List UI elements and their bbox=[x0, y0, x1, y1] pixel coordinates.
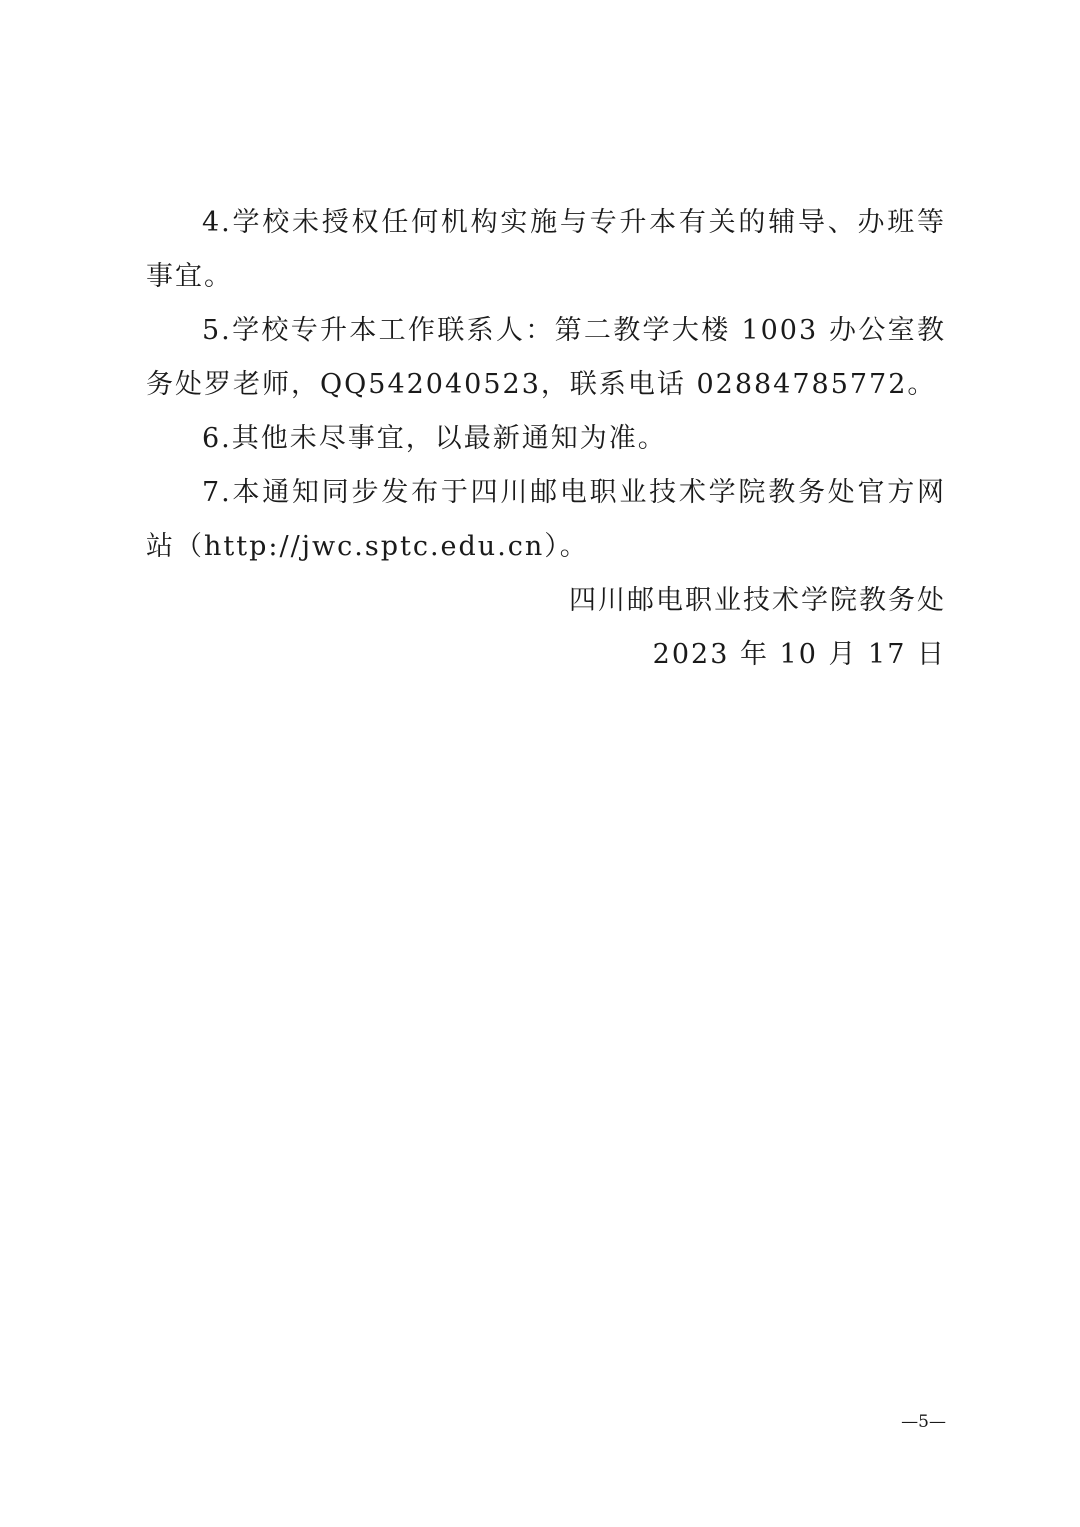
signature-date: 2023 年 10 月 17 日 bbox=[652, 639, 946, 670]
paragraph-item-4: 4.学校未授权任何机构实施与专升本有关的辅导、办班等事宜。 bbox=[146, 207, 946, 292]
notice-body bbox=[146, 196, 946, 574]
signature-block bbox=[569, 574, 946, 682]
page-number: —5— bbox=[901, 1412, 946, 1432]
paragraph-item-5-contact: 5.学校专升本工作联系人：第二教学大楼 1003 办公室教务处罗老师，QQ542040523，联系电话 02884785772。 bbox=[146, 315, 946, 400]
signature-organization: 四川邮电职业技术学院教务处 bbox=[569, 585, 946, 616]
paragraph-item-6: 6.其他未尽事宜，以最新通知为准。 bbox=[202, 423, 667, 454]
paragraph-item-7-website: 7.本通知同步发布于四川邮电职业技术学院教务处官方网站（http://jwc.sptc.edu.cn）。 bbox=[146, 477, 946, 562]
